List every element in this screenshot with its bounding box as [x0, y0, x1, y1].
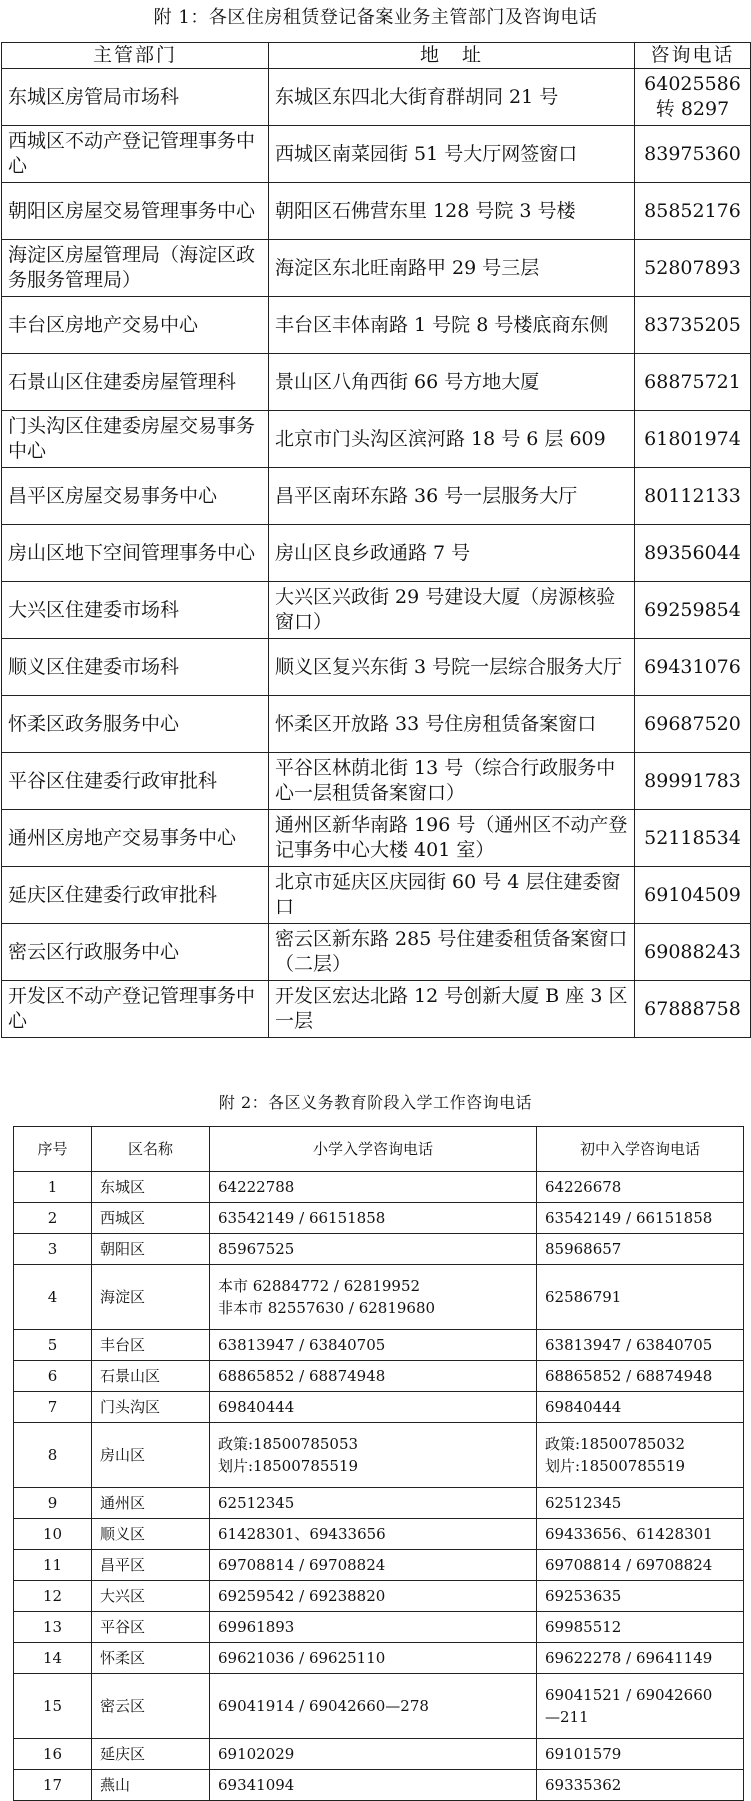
address-cell: 西城区南菜园街 51 号大厅网签窗口 [269, 126, 635, 183]
primary-phone-cell [210, 1643, 537, 1674]
table-row [14, 1172, 744, 1203]
number-cell: 8 [14, 1423, 92, 1488]
middle-phone-cell [537, 1172, 744, 1203]
primary-phone-cell [210, 1581, 537, 1612]
phone-cell: 52118534 [635, 810, 751, 867]
middle-phone-cell [537, 1550, 744, 1581]
number-cell: 11 [14, 1550, 92, 1581]
primary-phone-line: 本市 62884772 / 62819952 [218, 1277, 421, 1295]
middle-phone-line: 69041521 / 69042660 [545, 1686, 713, 1704]
middle-phone-line: 85968657 [545, 1240, 622, 1258]
table-row [2, 240, 751, 297]
middle-phone-cell [537, 1265, 744, 1330]
middle-phone-cell [537, 1330, 744, 1361]
dept-cell: 开发区不动产登记管理事务中心 [2, 981, 269, 1038]
dept-cell: 密云区行政服务中心 [2, 924, 269, 981]
table-row [14, 1770, 744, 1801]
primary-phone-line: 非本市 82557630 / 62819680 [218, 1299, 436, 1317]
dept-cell: 大兴区住建委市场科 [2, 582, 269, 639]
table-row [14, 1361, 744, 1392]
primary-phone-cell [210, 1674, 537, 1739]
primary-phone-line: 69041914 / 69042660—278 [218, 1697, 429, 1715]
number-cell: 9 [14, 1488, 92, 1519]
middle-phone-line: 69985512 [545, 1618, 622, 1636]
middle-phone-line: 政策:18500785032 [545, 1435, 686, 1453]
phone-cell: 80112133 [635, 468, 751, 525]
middle-phone-cell [537, 1392, 744, 1423]
number-cell: 15 [14, 1674, 92, 1739]
phone-cell: 83975360 [635, 126, 751, 183]
primary-phone-line: 69961893 [218, 1618, 295, 1636]
primary-phone-line: 68865852 / 68874948 [218, 1367, 386, 1385]
primary-phone-cell [210, 1739, 537, 1770]
primary-phone-cell [210, 1265, 537, 1330]
table-row [14, 1581, 744, 1612]
address-cell: 密云区新东路 285 号住建委租赁备案窗口（二层） [269, 924, 635, 981]
middle-phone-line: —211 [545, 1708, 589, 1726]
table-row [2, 126, 751, 183]
address-cell: 朝阳区石佛营东里 128 号院 3 号楼 [269, 183, 635, 240]
middle-phone-cell [537, 1519, 744, 1550]
primary-phone-line: 划片:18500785519 [218, 1457, 359, 1475]
district-cell: 朝阳区 [92, 1234, 210, 1265]
dept-cell: 门头沟区住建委房屋交易事务中心 [2, 411, 269, 468]
header-phone: 咨询电话 [635, 43, 751, 69]
header-no: 序号 [14, 1127, 92, 1172]
table-row [14, 1550, 744, 1581]
phone-cell: 52807893 [635, 240, 751, 297]
address-cell: 平谷区林荫北街 13 号（综合行政服务中心一层租赁备案窗口） [269, 753, 635, 810]
middle-phone-cell [537, 1643, 744, 1674]
middle-phone-cell [537, 1581, 744, 1612]
district-cell: 房山区 [92, 1423, 210, 1488]
district-cell: 平谷区 [92, 1612, 210, 1643]
dept-cell: 石景山区住建委房屋管理科 [2, 354, 269, 411]
address-cell: 北京市门头沟区滨河路 18 号 6 层 609 [269, 411, 635, 468]
dept-cell: 通州区房地产交易事务中心 [2, 810, 269, 867]
dept-cell: 房山区地下空间管理事务中心 [2, 525, 269, 582]
primary-phone-line: 61428301、69433656 [218, 1525, 386, 1543]
phone-cell: 83735205 [635, 297, 751, 354]
address-cell: 房山区良乡政通路 7 号 [269, 525, 635, 582]
phone-cell: 69687520 [635, 696, 751, 753]
phone-cell: 89356044 [635, 525, 751, 582]
middle-phone-cell [537, 1361, 744, 1392]
primary-phone-cell [210, 1361, 537, 1392]
phone-cell: 69104509 [635, 867, 751, 924]
district-cell: 通州区 [92, 1488, 210, 1519]
number-cell: 14 [14, 1643, 92, 1674]
address-cell: 顺义区复兴东街 3 号院一层综合服务大厅 [269, 639, 635, 696]
district-cell: 西城区 [92, 1203, 210, 1234]
address-cell: 怀柔区开放路 33 号住房租赁备案窗口 [269, 696, 635, 753]
table-row [2, 468, 751, 525]
number-cell: 1 [14, 1172, 92, 1203]
dept-cell: 平谷区住建委行政审批科 [2, 753, 269, 810]
number-cell: 3 [14, 1234, 92, 1265]
middle-phone-line: 63813947 / 63840705 [545, 1336, 713, 1354]
dept-cell: 怀柔区政务服务中心 [2, 696, 269, 753]
table-row [14, 1203, 744, 1234]
middle-phone-line: 64226678 [545, 1178, 622, 1196]
address-cell: 昌平区南环东路 36 号一层服务大厅 [269, 468, 635, 525]
header-middle: 初中入学咨询电话 [537, 1127, 744, 1172]
phone-cell: 68875721 [635, 354, 751, 411]
primary-phone-cell [210, 1203, 537, 1234]
primary-phone-cell [210, 1423, 537, 1488]
address-cell: 开发区宏达北路 12 号创新大厦 B 座 3 区一层 [269, 981, 635, 1038]
address-cell: 东城区东四北大街育群胡同 21 号 [269, 69, 635, 126]
primary-phone-cell [210, 1519, 537, 1550]
primary-phone-cell [210, 1392, 537, 1423]
phone-cell: 69259854 [635, 582, 751, 639]
district-cell: 怀柔区 [92, 1643, 210, 1674]
primary-phone-line: 64222788 [218, 1178, 295, 1196]
dept-cell: 东城区房管局市场科 [2, 69, 269, 126]
number-cell: 10 [14, 1519, 92, 1550]
middle-phone-line: 划片:18500785519 [545, 1457, 686, 1475]
middle-phone-cell [537, 1423, 744, 1488]
middle-phone-cell [537, 1203, 744, 1234]
primary-phone-cell [210, 1770, 537, 1801]
middle-phone-line: 62512345 [545, 1494, 622, 1512]
middle-phone-cell [537, 1739, 744, 1770]
primary-phone-cell [210, 1172, 537, 1203]
district-cell: 燕山 [92, 1770, 210, 1801]
table-row [2, 354, 751, 411]
table-row [2, 753, 751, 810]
number-cell: 7 [14, 1392, 92, 1423]
table-row [14, 1392, 744, 1423]
dept-cell: 海淀区房屋管理局（海淀区政务服务管理局） [2, 240, 269, 297]
middle-phone-line: 69840444 [545, 1398, 622, 1416]
phone-cell: 85852176 [635, 183, 751, 240]
address-cell: 海淀区东北旺南路甲 29 号三层 [269, 240, 635, 297]
district-cell: 延庆区 [92, 1739, 210, 1770]
number-cell: 2 [14, 1203, 92, 1234]
header-primary: 小学入学咨询电话 [210, 1127, 537, 1172]
table-row [14, 1612, 744, 1643]
number-cell: 13 [14, 1612, 92, 1643]
middle-phone-cell [537, 1488, 744, 1519]
primary-phone-cell [210, 1488, 537, 1519]
address-cell: 丰台区丰体南路 1 号院 8 号楼底商东侧 [269, 297, 635, 354]
dept-cell: 西城区不动产登记管理事务中心 [2, 126, 269, 183]
number-cell: 12 [14, 1581, 92, 1612]
middle-phone-line: 62586791 [545, 1288, 622, 1306]
rental-registration-table [1, 42, 751, 1038]
district-cell: 大兴区 [92, 1581, 210, 1612]
header-address: 地 址 [269, 43, 635, 69]
table-row [2, 525, 751, 582]
primary-phone-line: 69341094 [218, 1776, 295, 1794]
phone-cell: 69431076 [635, 639, 751, 696]
primary-phone-cell [210, 1330, 537, 1361]
header-district: 区名称 [92, 1127, 210, 1172]
middle-phone-line: 69101579 [545, 1745, 622, 1763]
district-cell: 海淀区 [92, 1265, 210, 1330]
table-row [2, 810, 751, 867]
primary-phone-line: 63542149 / 66151858 [218, 1209, 386, 1227]
primary-phone-line: 69708814 / 69708824 [218, 1556, 386, 1574]
middle-phone-cell [537, 1770, 744, 1801]
table-row [14, 1643, 744, 1674]
table-row [2, 981, 751, 1038]
middle-phone-line: 69433656、61428301 [545, 1525, 713, 1543]
address-cell: 景山区八角西街 66 号方地大厦 [269, 354, 635, 411]
number-cell: 17 [14, 1770, 92, 1801]
number-cell: 16 [14, 1739, 92, 1770]
table-header-row [2, 43, 751, 69]
header-dept: 主管部门 [2, 43, 269, 69]
appendix1-title: 附 1：各区住房租赁登记备案业务主管部门及咨询电话 [153, 7, 598, 28]
appendix2-title: 附 2：各区义务教育阶段入学工作咨询电话 [218, 1093, 533, 1112]
table-header-row [14, 1127, 744, 1172]
table-row [14, 1330, 744, 1361]
primary-phone-line: 69259542 / 69238820 [218, 1587, 386, 1605]
table-row [2, 411, 751, 468]
table-row [14, 1519, 744, 1550]
middle-phone-cell [537, 1234, 744, 1265]
phone-cell: 67888758 [635, 981, 751, 1038]
number-cell: 4 [14, 1265, 92, 1330]
middle-phone-line: 69622278 / 69641149 [545, 1649, 713, 1667]
primary-phone-cell [210, 1612, 537, 1643]
district-cell: 丰台区 [92, 1330, 210, 1361]
district-cell: 门头沟区 [92, 1392, 210, 1423]
school-enrollment-table [13, 1126, 744, 1801]
primary-phone-line: 69621036 / 69625110 [218, 1649, 386, 1667]
dept-cell: 延庆区住建委行政审批科 [2, 867, 269, 924]
phone-cell: 69088243 [635, 924, 751, 981]
primary-phone-line: 85967525 [218, 1240, 295, 1258]
dept-cell: 昌平区房屋交易事务中心 [2, 468, 269, 525]
dept-cell: 朝阳区房屋交易管理事务中心 [2, 183, 269, 240]
phone-cell: 89991783 [635, 753, 751, 810]
table-row [14, 1739, 744, 1770]
district-cell: 昌平区 [92, 1550, 210, 1581]
district-cell: 顺义区 [92, 1519, 210, 1550]
table-row [2, 183, 751, 240]
number-cell: 6 [14, 1361, 92, 1392]
address-cell: 通州区新华南路 196 号（通州区不动产登记事务中心大楼 401 室） [269, 810, 635, 867]
table-row [14, 1234, 744, 1265]
primary-phone-line: 69840444 [218, 1398, 295, 1416]
primary-phone-line: 62512345 [218, 1494, 295, 1512]
address-cell: 北京市延庆区庆园街 60 号 4 层住建委窗口 [269, 867, 635, 924]
table-row [2, 867, 751, 924]
middle-phone-cell [537, 1674, 744, 1739]
phone-cell: 61801974 [635, 411, 751, 468]
table-row [14, 1423, 744, 1488]
primary-phone-cell [210, 1234, 537, 1265]
table-row [2, 297, 751, 354]
number-cell: 5 [14, 1330, 92, 1361]
primary-phone-line: 政策:18500785053 [218, 1435, 359, 1453]
table-row [14, 1488, 744, 1519]
table-row [2, 639, 751, 696]
middle-phone-line: 69708814 / 69708824 [545, 1556, 713, 1574]
district-cell: 石景山区 [92, 1361, 210, 1392]
primary-phone-line: 63813947 / 63840705 [218, 1336, 386, 1354]
table-row [14, 1265, 744, 1330]
middle-phone-line: 69253635 [545, 1587, 622, 1605]
middle-phone-line: 68865852 / 68874948 [545, 1367, 713, 1385]
middle-phone-cell [537, 1612, 744, 1643]
table-row [2, 582, 751, 639]
dept-cell: 丰台区房地产交易中心 [2, 297, 269, 354]
table-row [14, 1674, 744, 1739]
district-cell: 密云区 [92, 1674, 210, 1739]
address-cell: 大兴区兴政街 29 号建设大厦（房源核验窗口） [269, 582, 635, 639]
district-cell: 东城区 [92, 1172, 210, 1203]
table-row [2, 69, 751, 126]
dept-cell: 顺义区住建委市场科 [2, 639, 269, 696]
primary-phone-cell [210, 1550, 537, 1581]
primary-phone-line: 69102029 [218, 1745, 295, 1763]
table-row [2, 924, 751, 981]
table-row [2, 696, 751, 753]
middle-phone-line: 69335362 [545, 1776, 622, 1794]
phone-cell: 64025586 转 8297 [635, 69, 751, 126]
middle-phone-line: 63542149 / 66151858 [545, 1209, 713, 1227]
